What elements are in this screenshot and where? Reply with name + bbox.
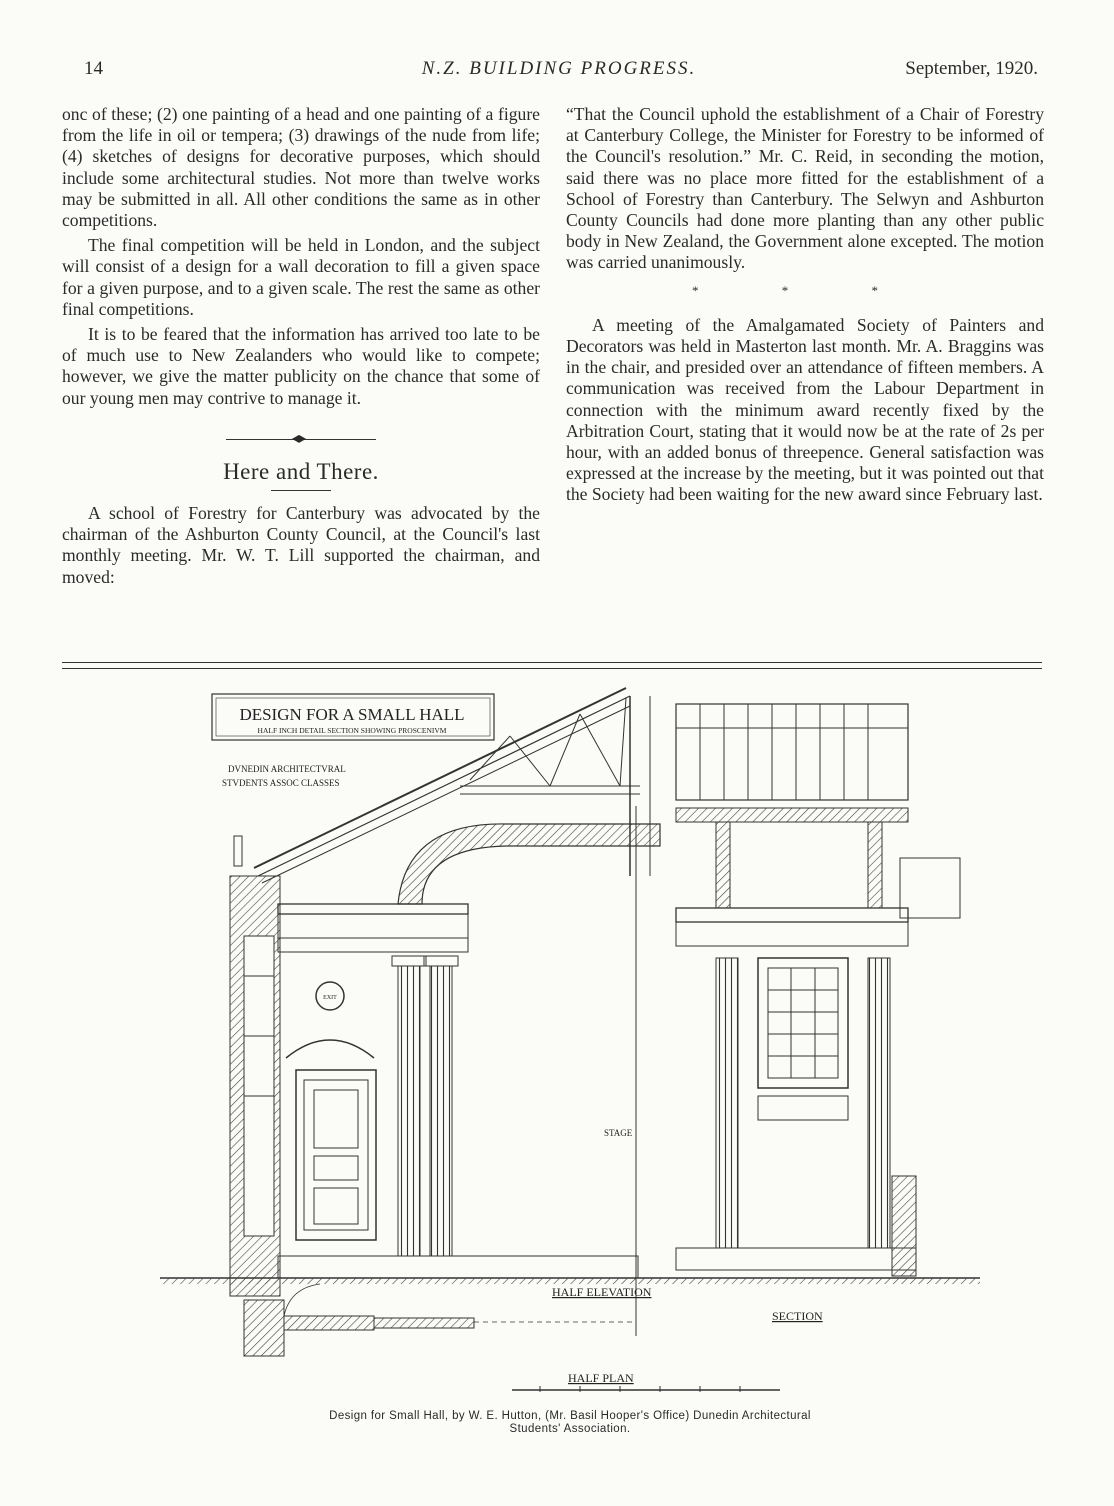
figure-caption xyxy=(160,1410,980,1436)
half-elevation-label: HALF ELEVATION xyxy=(552,1285,652,1299)
drawing-association-line1: DVNEDIN ARCHITECTVRAL xyxy=(228,764,346,774)
proscenium-arch xyxy=(398,824,660,904)
drawing-title: DESIGN FOR A SMALL HALL xyxy=(239,705,465,724)
paragraph: It is to be feared that the information has arrived too late to be of much use to New Zealanders who would like to compete; however, we give the matter publicity on the chance that some of our young men may contrive to manage it. xyxy=(62,324,540,408)
double-rule-bottom xyxy=(62,668,1042,669)
door xyxy=(286,1040,376,1240)
paragraph: “That the Council uphold the establishment of a Chair of Forestry at Canterbury College, the Minister for Forestry to be informed of the Council's resolution.” Mr. C. Reid, in seconding the motion, said there was no place more fitted for the establishment of a School of Forestry than Canterbury. The Selwyn and Ashburton County Councils had done more planting than any other public body in New Zealand, the Government alone excepted. The motion was carried unanimously. xyxy=(566,104,1044,273)
drawing-title-block xyxy=(212,694,494,740)
journal-title: N.Z. BUILDING PROGRESS. xyxy=(421,58,697,79)
column xyxy=(430,966,452,1256)
exit-label: EXIT xyxy=(323,995,337,1001)
cornice-left xyxy=(278,904,468,952)
paragraph: onc of these; (2) one painting of a head and one painting of a figure from the life in oil or tempera; (3) drawings of the nude from life; (4) sketches of designs for decorative purposes, which should include some architectural studies. Not more than twelve works may be submitted in all. All other conditions the same as in other competitions. xyxy=(62,104,540,231)
drawing-association-line2: STVDENTS ASSOC CLASSES xyxy=(222,778,340,788)
paragraph: A meeting of the Amalgamated Society of Painters and Decorators was held in Masterton last month. Mr. A. Braggins was in the chair, and presided over an attendance of fifteen members. A communication was received from the Labour Department in connection with the minimum award recently fixed by the Arbitration Court, stating that it would now be at the rate of 2s per hour, with an added bonus of threepence. General satisfaction was expressed at the increase by the meeting, but it was pointed out that the Society had been waiting for the new award since February last. xyxy=(566,314,1044,505)
paragraph: The final competition will be held in London, and the subject will consist of a design for a wall decoration to fill a given space for a given purpose, and to a given scale. The rest the same as other final competitions. xyxy=(62,235,540,319)
left-column xyxy=(62,104,540,588)
column xyxy=(398,966,420,1256)
page-number: 14 xyxy=(84,58,103,79)
caption-line1: Design for Small Hall, by W. E. Hutton, (Mr. Basil Hooper's Office) Dunedin Architectural xyxy=(329,1410,811,1422)
section-title: Here and There. xyxy=(223,458,379,484)
section-view xyxy=(676,704,960,1276)
section-label: SECTION xyxy=(772,1309,823,1323)
stage-label: STAGE xyxy=(604,1128,633,1138)
drawing-subtitle: HALF INCH DETAIL SECTION SHOWING PROSCENIVM xyxy=(257,726,447,735)
architectural-drawing xyxy=(160,676,980,1396)
section-break-stars: * * * xyxy=(692,282,918,298)
page-header xyxy=(80,58,1038,86)
caption-line2: Students' Association. xyxy=(509,1423,631,1435)
scale-bar xyxy=(512,1386,780,1392)
half-plan-label: HALF PLAN xyxy=(568,1371,634,1385)
paragraph: A school of Forestry for Canterbury was advocated by the chairman of the Ashburton County Council, at the Council's last monthly meeting. Mr. W. T. Lill supported the chairman, and moved: xyxy=(62,503,540,587)
title-rule xyxy=(271,490,331,491)
ornament-divider xyxy=(226,433,376,445)
issue-date: September, 1920. xyxy=(905,58,1038,79)
right-column xyxy=(566,104,1044,506)
double-rule-top xyxy=(62,662,1042,663)
